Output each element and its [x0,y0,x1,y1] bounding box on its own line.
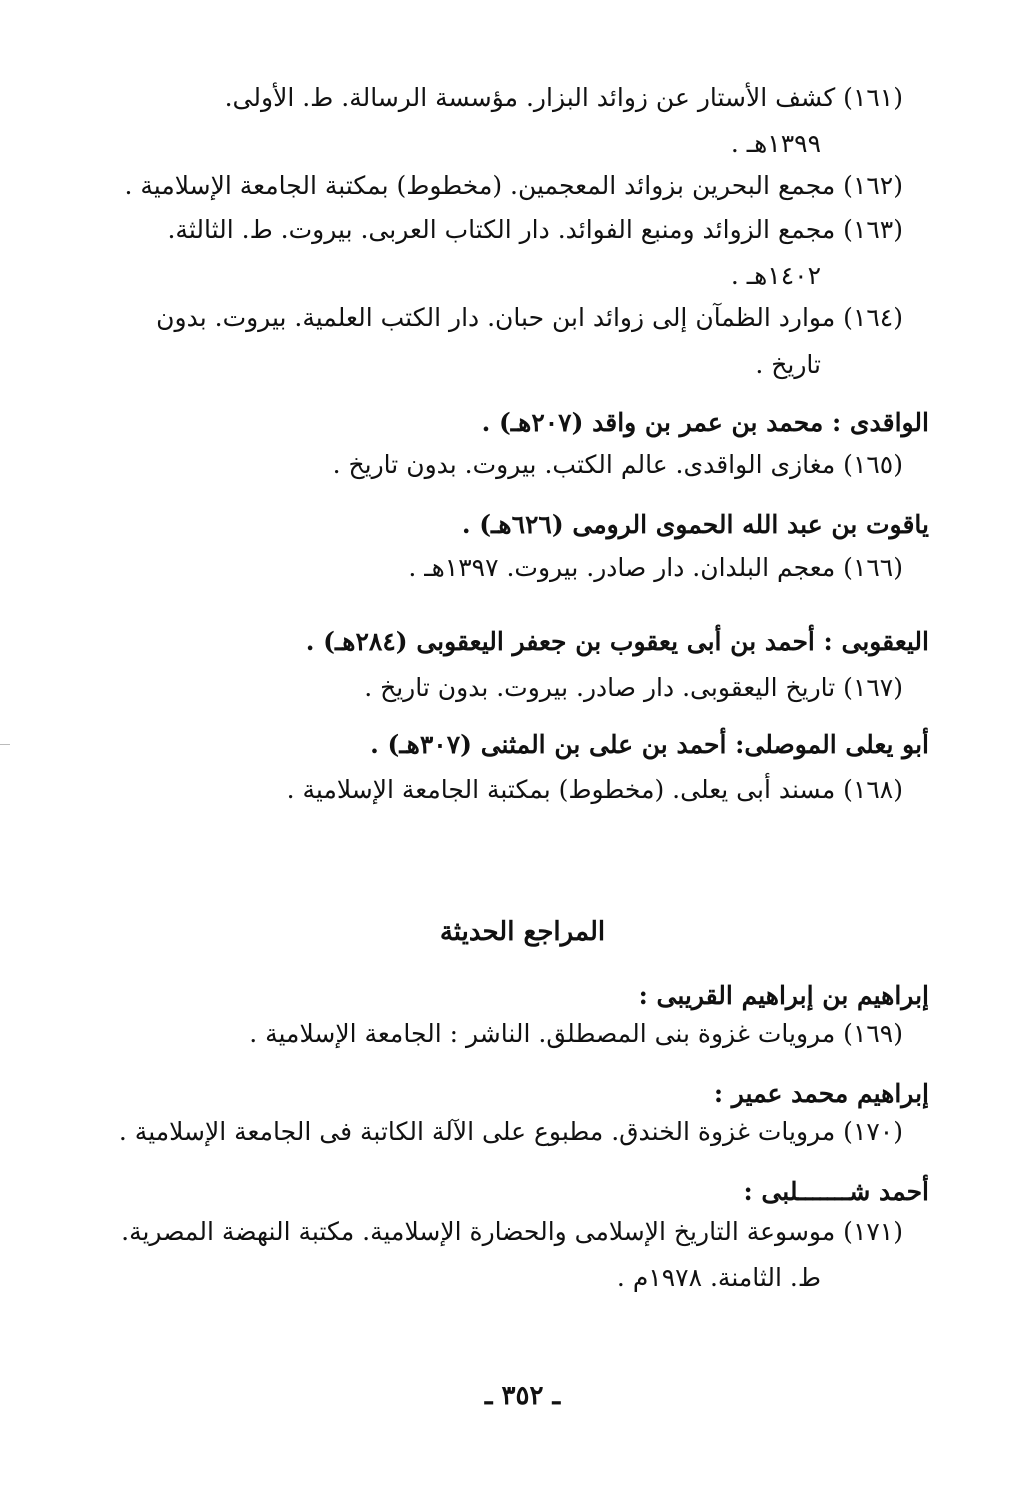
author-yaqubi: اليعقوبى : أحمد بن أبى يعقوب بن جعفر اليعقوبى (٢٨٤هـ) . [305,627,929,656]
entry-164-continuation: تاريخ . [755,350,821,379]
entry-162: (١٦٢) مجمع البحرين بزوائد المعجمين. (مخطوط) بمكتبة الجامعة الإسلامية . [124,171,903,200]
entry-167: (١٦٧) تاريخ اليعقوبى. دار صادر. بيروت. بدون تاريخ . [364,673,903,702]
entry-168: (١٦٨) مسند أبى يعلى. (مخطوط) بمكتبة الجامعة الإسلامية . [286,775,903,804]
entry-163: (١٦٣) مجمع الزوائد ومنبع الفوائد. دار الكتاب العربى. بيروت. ط. الثالثة. [167,215,903,244]
entry-164: (١٦٤) موارد الظمآن إلى زوائد ابن حبان. دار الكتب العلمية. بيروت. بدون [156,303,903,332]
author-yaqut: ياقوت بن عبد الله الحموى الرومى (٦٢٦هـ) . [461,510,929,539]
page-number: ـ ٣٥٢ ـ [484,1381,561,1411]
section-heading-modern-references: المراجع الحديثة [439,917,606,947]
entry-163-continuation: ١٤٠٢هـ . [730,261,821,290]
entry-161-continuation: ١٣٩٩هـ . [730,129,821,158]
entry-166: (١٦٦) معجم البلدان. دار صادر. بيروت. ١٣٩٧هـ . [408,553,903,582]
entry-171: (١٧١) موسوعة التاريخ الإسلامى والحضارة الإسلامية. مكتبة النهضة المصرية. [121,1217,903,1246]
author-shalabi: أحمد شـــــــلبى : [743,1177,929,1206]
author-qurayby: إبراهيم بن إبراهيم القريبى : [638,981,929,1010]
scan-mark [0,744,10,745]
entry-161: (١٦١) كشف الأستار عن زوائد البزار. مؤسسة الرسالة. ط. الأولى. [224,83,903,112]
entry-170: (١٧٠) مرويات غزوة الخندق. مطبوع على الآلة الكاتبة فى الجامعة الإسلامية . [118,1117,903,1146]
author-waqidi: الواقدى : محمد بن عمر بن واقد (٢٠٧هـ) . [481,408,929,437]
entry-165: (١٦٥) مغازى الواقدى. عالم الكتب. بيروت. بدون تاريخ . [332,450,903,479]
entry-171-continuation: ط. الثامنة. ١٩٧٨م . [616,1263,821,1292]
entry-169: (١٦٩) مرويات غزوة بنى المصطلق. الناشر : الجامعة الإسلامية . [249,1019,903,1048]
author-umayr: إبراهيم محمد عمير : [713,1079,929,1108]
author-abu-yala: أبو يعلى الموصلى: أحمد بن على بن المثنى (٣٠٧هـ) . [370,730,929,759]
